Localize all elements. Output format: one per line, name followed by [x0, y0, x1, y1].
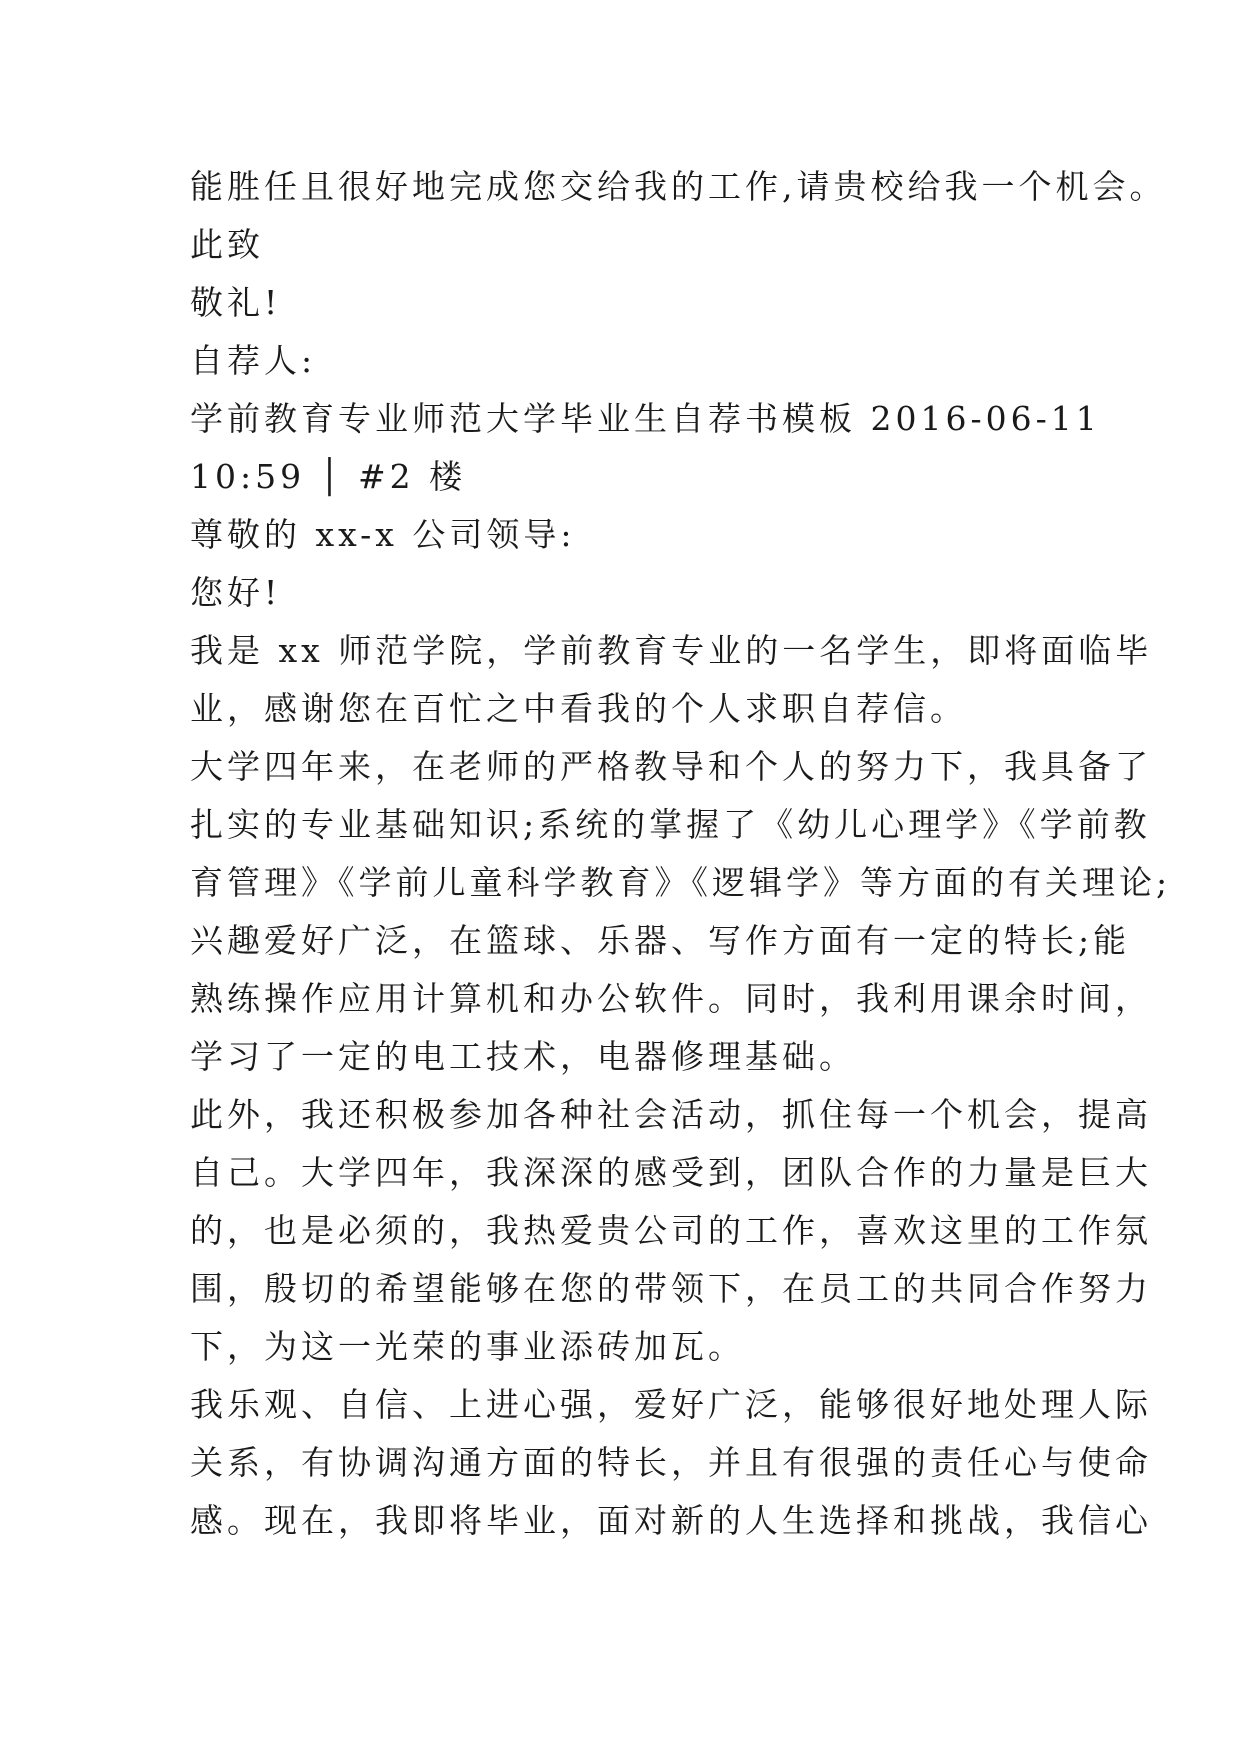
text-line-23: 关系，有协调沟通方面的特长，并且有很强的责任心与使命 [190, 1443, 1152, 1482]
text-line-15: 熟练操作应用计算机和办公软件。同时，我利用课余时间， [190, 979, 1152, 1018]
text-line-2: 此致 [190, 225, 264, 264]
text-line-17: 此外，我还积极参加各种社会活动，抓住每一个机会，提高 [190, 1095, 1152, 1134]
text-line-1: 能胜任且很好地完成您交给我的工作,请贵校给我一个机会。 [190, 167, 1167, 206]
text-line-22: 我乐观、自信、上进心强，爱好广泛，能够很好地处理人际 [190, 1385, 1152, 1424]
text-line-10: 业，感谢您在百忙之中看我的个人求职自荐信。 [190, 689, 967, 728]
text-line-11: 大学四年来，在老师的严格教导和个人的努力下，我具备了 [190, 747, 1152, 786]
text-line-18: 自己。大学四年，我深深的感受到，团队合作的力量是巨大 [190, 1153, 1152, 1192]
text-line-19: 的，也是必须的，我热爱贵公司的工作，喜欢这里的工作氛 [190, 1211, 1152, 1250]
text-line-20: 围，殷切的希望能够在您的带领下，在员工的共同合作努力 [190, 1269, 1152, 1308]
text-line-4: 自荐人: [190, 341, 317, 380]
text-line-7: 尊敬的 xx-x 公司领导: [190, 515, 576, 554]
text-line-13: 育管理》《学前儿童科学教育》《逻辑学》等方面的有关理论; [190, 863, 1172, 902]
text-line-16: 学习了一定的电工技术，电器修理基础。 [190, 1037, 856, 1076]
text-line-6: 10:59 │ #2 楼 [190, 457, 467, 496]
text-line-24: 感。现在，我即将毕业，面对新的人生选择和挑战，我信心 [190, 1501, 1152, 1540]
text-line-5: 学前教育专业师范大学毕业生自荐书模板 2016-06-11 [190, 399, 1101, 438]
text-line-3: 敬礼! [190, 283, 282, 322]
text-line-12: 扎实的专业基础知识;系统的掌握了《幼儿心理学》《学前教 [190, 805, 1151, 844]
text-line-9: 我是 xx 师范学院，学前教育专业的一名学生，即将面临毕 [190, 631, 1153, 670]
text-line-14: 兴趣爱好广泛，在篮球、乐器、写作方面有一定的特长;能 [190, 921, 1131, 960]
text-line-8: 您好! [190, 573, 282, 612]
text-line-21: 下，为这一光荣的事业添砖加瓦。 [190, 1327, 745, 1366]
